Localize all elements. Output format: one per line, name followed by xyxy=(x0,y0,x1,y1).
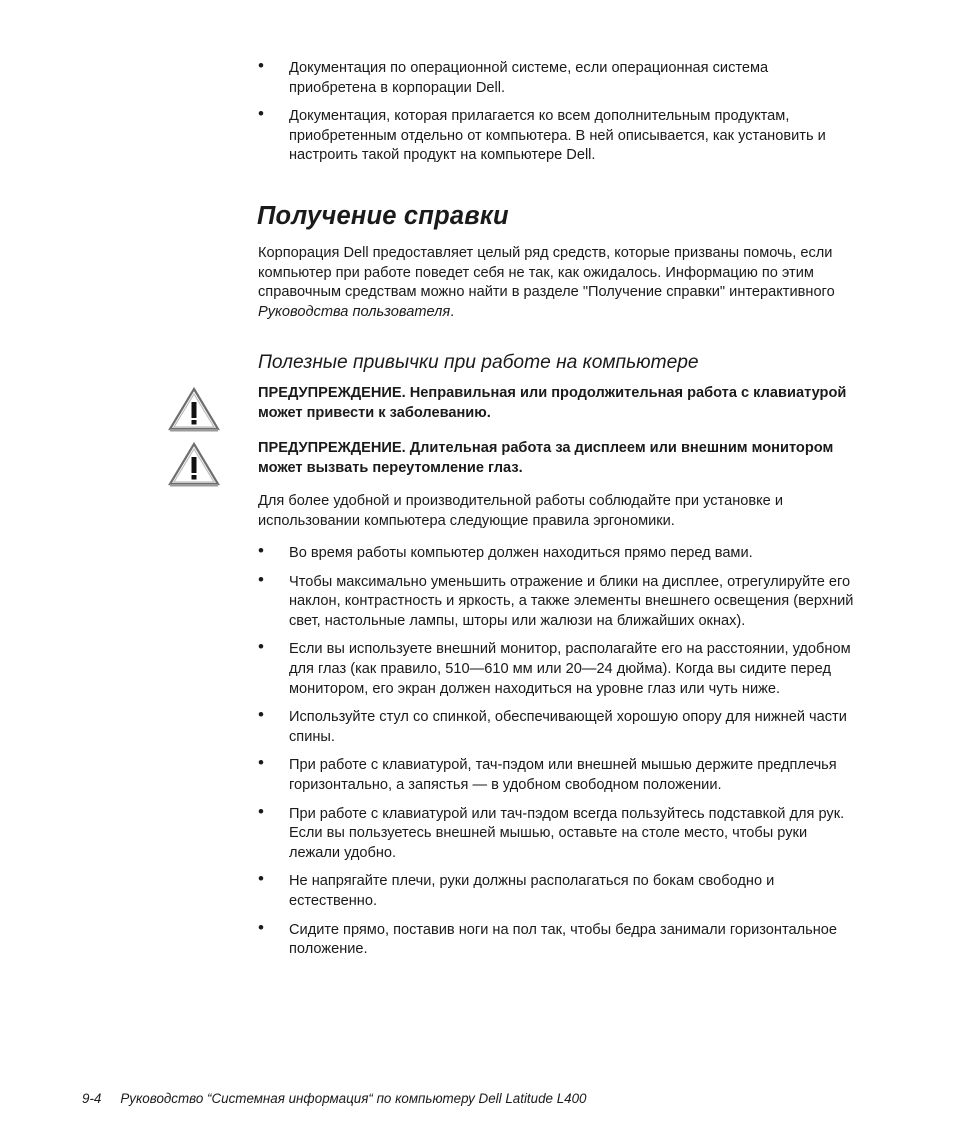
bullet-glyph: • xyxy=(258,104,264,124)
section-intro xyxy=(258,244,858,322)
section-title: Получение справки xyxy=(257,202,509,230)
footer-text: Руководство “Системная информация“ по компьютеру Dell Latitude L400 xyxy=(120,1091,587,1106)
bullet-glyph: • xyxy=(258,753,264,773)
ergonomics-intro: Для более удобной и производительной работы соблюдайте при установке и использовании компьютера следующие правила эргономики. xyxy=(258,493,783,529)
list-item-text: Чтобы максимально уменьшить отражение и блики на дисплее, отрегулируйте его наклон, контрастность и яркость, а также элементы внешнего освещения (верхний свет, настольные лампы, шторы или жалюзи на ближайших окнах). xyxy=(289,573,854,629)
list-item-text: Не напрягайте плечи, руки должны располагаться по бокам свободно и естественно. xyxy=(289,873,775,909)
list-item xyxy=(258,541,858,564)
bullet-glyph: • xyxy=(258,801,264,821)
bullet-glyph: • xyxy=(258,869,264,889)
top-bullet-list xyxy=(258,56,858,175)
warning-text: ПРЕДУПРЕЖДЕНИЕ. Длительная работа за дисплеем или внешним монитором может вызвать переутомление глаз. xyxy=(258,440,834,476)
list-item-text: При работе с клавиатурой, тач-пэдом или внешней мышью держите предплечья горизонтально, а запястья — в удобном свободном положении. xyxy=(289,757,837,793)
bullet-glyph: • xyxy=(258,56,264,75)
list-item-text: При работе с клавиатурой или тач-пэдом всегда пользуйтесь подставкой для рук. Если вы пользуетесь внешней мышью, оставьте на столе место, чтобы руки лежали удобно. xyxy=(289,805,845,861)
section-intro-end: . xyxy=(450,303,455,320)
warning-text: ПРЕДУПРЕЖДЕНИЕ. Неправильная или продолжительная работа с клавиатурой может привести к заболеванию. xyxy=(258,385,847,421)
list-item xyxy=(258,569,858,632)
list-item xyxy=(258,56,858,98)
list-item-text: Сидите прямо, поставив ноги на пол так, чтобы бедра занимали горизонтальное положение. xyxy=(289,921,838,958)
list-item xyxy=(258,917,858,960)
list-item xyxy=(258,801,858,864)
section-intro-italic: Руководства пользователя xyxy=(258,303,451,320)
list-item xyxy=(258,104,858,166)
bullet-glyph: • xyxy=(258,917,264,937)
list-item xyxy=(258,637,858,699)
list-item-text: Используйте стул со спинкой, обеспечивающей хорошую опору для нижней части спины. xyxy=(289,709,847,745)
page-footer xyxy=(82,1091,587,1106)
list-item xyxy=(258,705,858,747)
list-item xyxy=(258,753,858,795)
page-number: 9-4 xyxy=(82,1091,102,1106)
list-item-text: Документация, которая прилагается ко всем дополнительным продуктам, приобретенным отдельно от компьютера. В ней описывается, как установить и настроить такой продукт на компьютере Dell. xyxy=(289,108,826,164)
list-item xyxy=(258,869,858,911)
bullet-glyph: • xyxy=(258,541,264,560)
ergonomics-bullet-list xyxy=(258,541,858,969)
bullet-glyph: • xyxy=(258,569,264,589)
warning-triangle-icon xyxy=(168,386,220,432)
bullet-glyph: • xyxy=(258,637,264,657)
warning-triangle-icon xyxy=(168,441,220,487)
bullet-glyph: • xyxy=(258,705,264,725)
section-intro-text: Корпорация Dell предоставляет целый ряд средств, которые призваны помочь, если компьютер при работе поведет себя не так, как ожидалось. Информацию по этим справочным средствам можно найти в разделе "Получение справки" интерактивного xyxy=(258,245,835,301)
list-item-text: Если вы используете внешний монитор, располагайте его на расстоянии, удобном для глаз (как правило, 510—610 мм или 20—24 дюйма). Когда вы сидите перед монитором, его экран должен находиться на уровне глаз или чуть ниже. xyxy=(289,641,851,697)
list-item-text: Документация по операционной системе, если операционная система приобретена в корпорации Dell. xyxy=(289,60,769,96)
list-item-text: Во время работы компьютер должен находиться прямо перед вами. xyxy=(289,545,753,561)
subsection-title: Полезные привычки при работе на компьютере xyxy=(258,352,699,373)
